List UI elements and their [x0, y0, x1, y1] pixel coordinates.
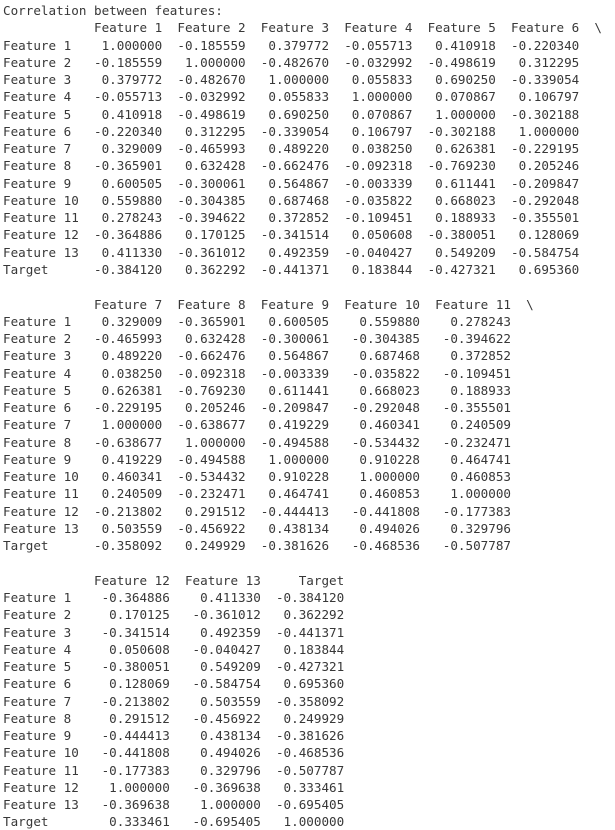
- matrix-row: Feature 9 -0.444413 0.438134 -0.381626: [3, 728, 345, 744]
- correlation-block-3: [3, 572, 615, 830]
- matrix-row: Feature 3 0.379772 -0.482670 1.000000 0.055833 0.690250 -0.339054: [3, 72, 580, 88]
- matrix-row: Feature 7 1.000000 -0.638677 0.419229 0.460341 0.240509: [3, 417, 511, 433]
- matrix-row: Feature 5 -0.380051 0.549209 -0.427321: [3, 659, 345, 675]
- matrix-row: Feature 2 -0.465993 0.632428 -0.300061 -0.304385 -0.394622: [3, 331, 511, 347]
- matrix-header-row: Feature 7 Feature 8 Feature 9 Feature 10 Feature 11 \: [3, 296, 534, 312]
- matrix-row: Feature 11 0.240509 -0.232471 0.464741 0.460853 1.000000: [3, 486, 511, 502]
- matrix-row: Feature 13 0.503559 -0.456922 0.438134 0.494026 0.329796: [3, 520, 511, 536]
- matrix-row: Feature 8 -0.365901 0.632428 -0.662476 -0.092318 -0.769230 0.205246: [3, 158, 580, 174]
- matrix-row: Feature 5 0.410918 -0.498619 0.690250 0.070867 1.000000 -0.302188: [3, 106, 580, 122]
- matrix-row: Feature 7 -0.213802 0.503559 -0.358092: [3, 693, 345, 709]
- matrix-row: Feature 7 0.329009 -0.465993 0.489220 0.038250 0.626381 -0.229195: [3, 141, 580, 157]
- output-title: Correlation between features:: [3, 3, 223, 18]
- matrix-row: Feature 13 0.411330 -0.361012 0.492359 -0.040427 0.549209 -0.584754: [3, 244, 580, 260]
- matrix-row: Feature 4 0.038250 -0.092318 -0.003339 -0.035822 -0.109451: [3, 365, 511, 381]
- matrix-row: Feature 2 -0.185559 1.000000 -0.482670 -0.032992 -0.498619 0.312295: [3, 54, 580, 70]
- matrix-row: Feature 10 0.559880 -0.304385 0.687468 -0.035822 0.668023 -0.292048: [3, 192, 580, 208]
- matrix-row: Feature 6 0.128069 -0.584754 0.695360: [3, 676, 345, 692]
- matrix-row: Feature 12 -0.364886 0.170125 -0.341514 0.050608 -0.380051 0.128069: [3, 227, 580, 243]
- matrix-header-row: Feature 12 Feature 13 Target: [3, 572, 345, 588]
- matrix-row: Feature 1 1.000000 -0.185559 0.379772 -0.055713 0.410918 -0.220340: [3, 37, 580, 53]
- matrix-row: Feature 3 0.489220 -0.662476 0.564867 0.687468 0.372852: [3, 348, 511, 364]
- blank-line: [3, 278, 615, 295]
- matrix-row: Feature 5 0.626381 -0.769230 0.611441 0.668023 0.188933: [3, 382, 511, 398]
- matrix-row: Feature 3 -0.341514 0.492359 -0.441371: [3, 624, 345, 640]
- matrix-row: Target -0.384120 0.362292 -0.441371 0.183844 -0.427321 0.695360: [3, 261, 580, 277]
- blank-line: [3, 555, 615, 572]
- matrix-row: Feature 11 0.278243 -0.394622 0.372852 -0.109451 0.188933 -0.355501: [3, 210, 580, 226]
- matrix-row: Target -0.358092 0.249929 -0.381626 -0.468536 -0.507787: [3, 538, 511, 554]
- correlation-block-1: [3, 19, 615, 278]
- matrix-row: Feature 4 0.050608 -0.040427 0.183844: [3, 641, 345, 657]
- matrix-row: Feature 6 -0.229195 0.205246 -0.209847 -0.292048 -0.355501: [3, 400, 511, 416]
- matrix-row: Feature 11 -0.177383 0.329796 -0.507787: [3, 762, 345, 778]
- correlation-block-2: [3, 296, 615, 555]
- matrix-row: Feature 6 -0.220340 0.312295 -0.339054 0.106797 -0.302188 1.000000: [3, 123, 580, 139]
- correlation-matrix: [3, 19, 615, 830]
- matrix-row: Feature 10 -0.441808 0.494026 -0.468536: [3, 745, 345, 761]
- matrix-row: Feature 1 -0.364886 0.411330 -0.384120: [3, 590, 345, 606]
- matrix-row: Feature 13 -0.369638 1.000000 -0.695405: [3, 797, 345, 813]
- matrix-row: Feature 8 -0.638677 1.000000 -0.494588 -0.534432 -0.232471: [3, 434, 511, 450]
- matrix-row: Feature 2 0.170125 -0.361012 0.362292: [3, 607, 345, 623]
- matrix-row: Feature 4 -0.055713 -0.032992 0.055833 1.000000 0.070867 0.106797: [3, 89, 580, 105]
- matrix-row: Feature 12 -0.213802 0.291512 -0.444413 -0.441808 -0.177383: [3, 503, 511, 519]
- matrix-row: Feature 12 1.000000 -0.369638 0.333461: [3, 779, 345, 795]
- matrix-row: Feature 10 0.460341 -0.534432 0.910228 1.000000 0.460853: [3, 469, 511, 485]
- matrix-row: Feature 9 0.419229 -0.494588 1.000000 0.910228 0.464741: [3, 451, 511, 467]
- matrix-row: Feature 9 0.600505 -0.300061 0.564867 -0.003339 0.611441 -0.209847: [3, 175, 580, 191]
- matrix-header-row: Feature 1 Feature 2 Feature 3 Feature 4 Feature 5 Feature 6 \: [3, 20, 602, 36]
- matrix-row: Feature 8 0.291512 -0.456922 0.249929: [3, 710, 345, 726]
- matrix-row: Feature 1 0.329009 -0.365901 0.600505 0.559880 0.278243: [3, 313, 511, 329]
- matrix-row: Target 0.333461 -0.695405 1.000000: [3, 814, 345, 830]
